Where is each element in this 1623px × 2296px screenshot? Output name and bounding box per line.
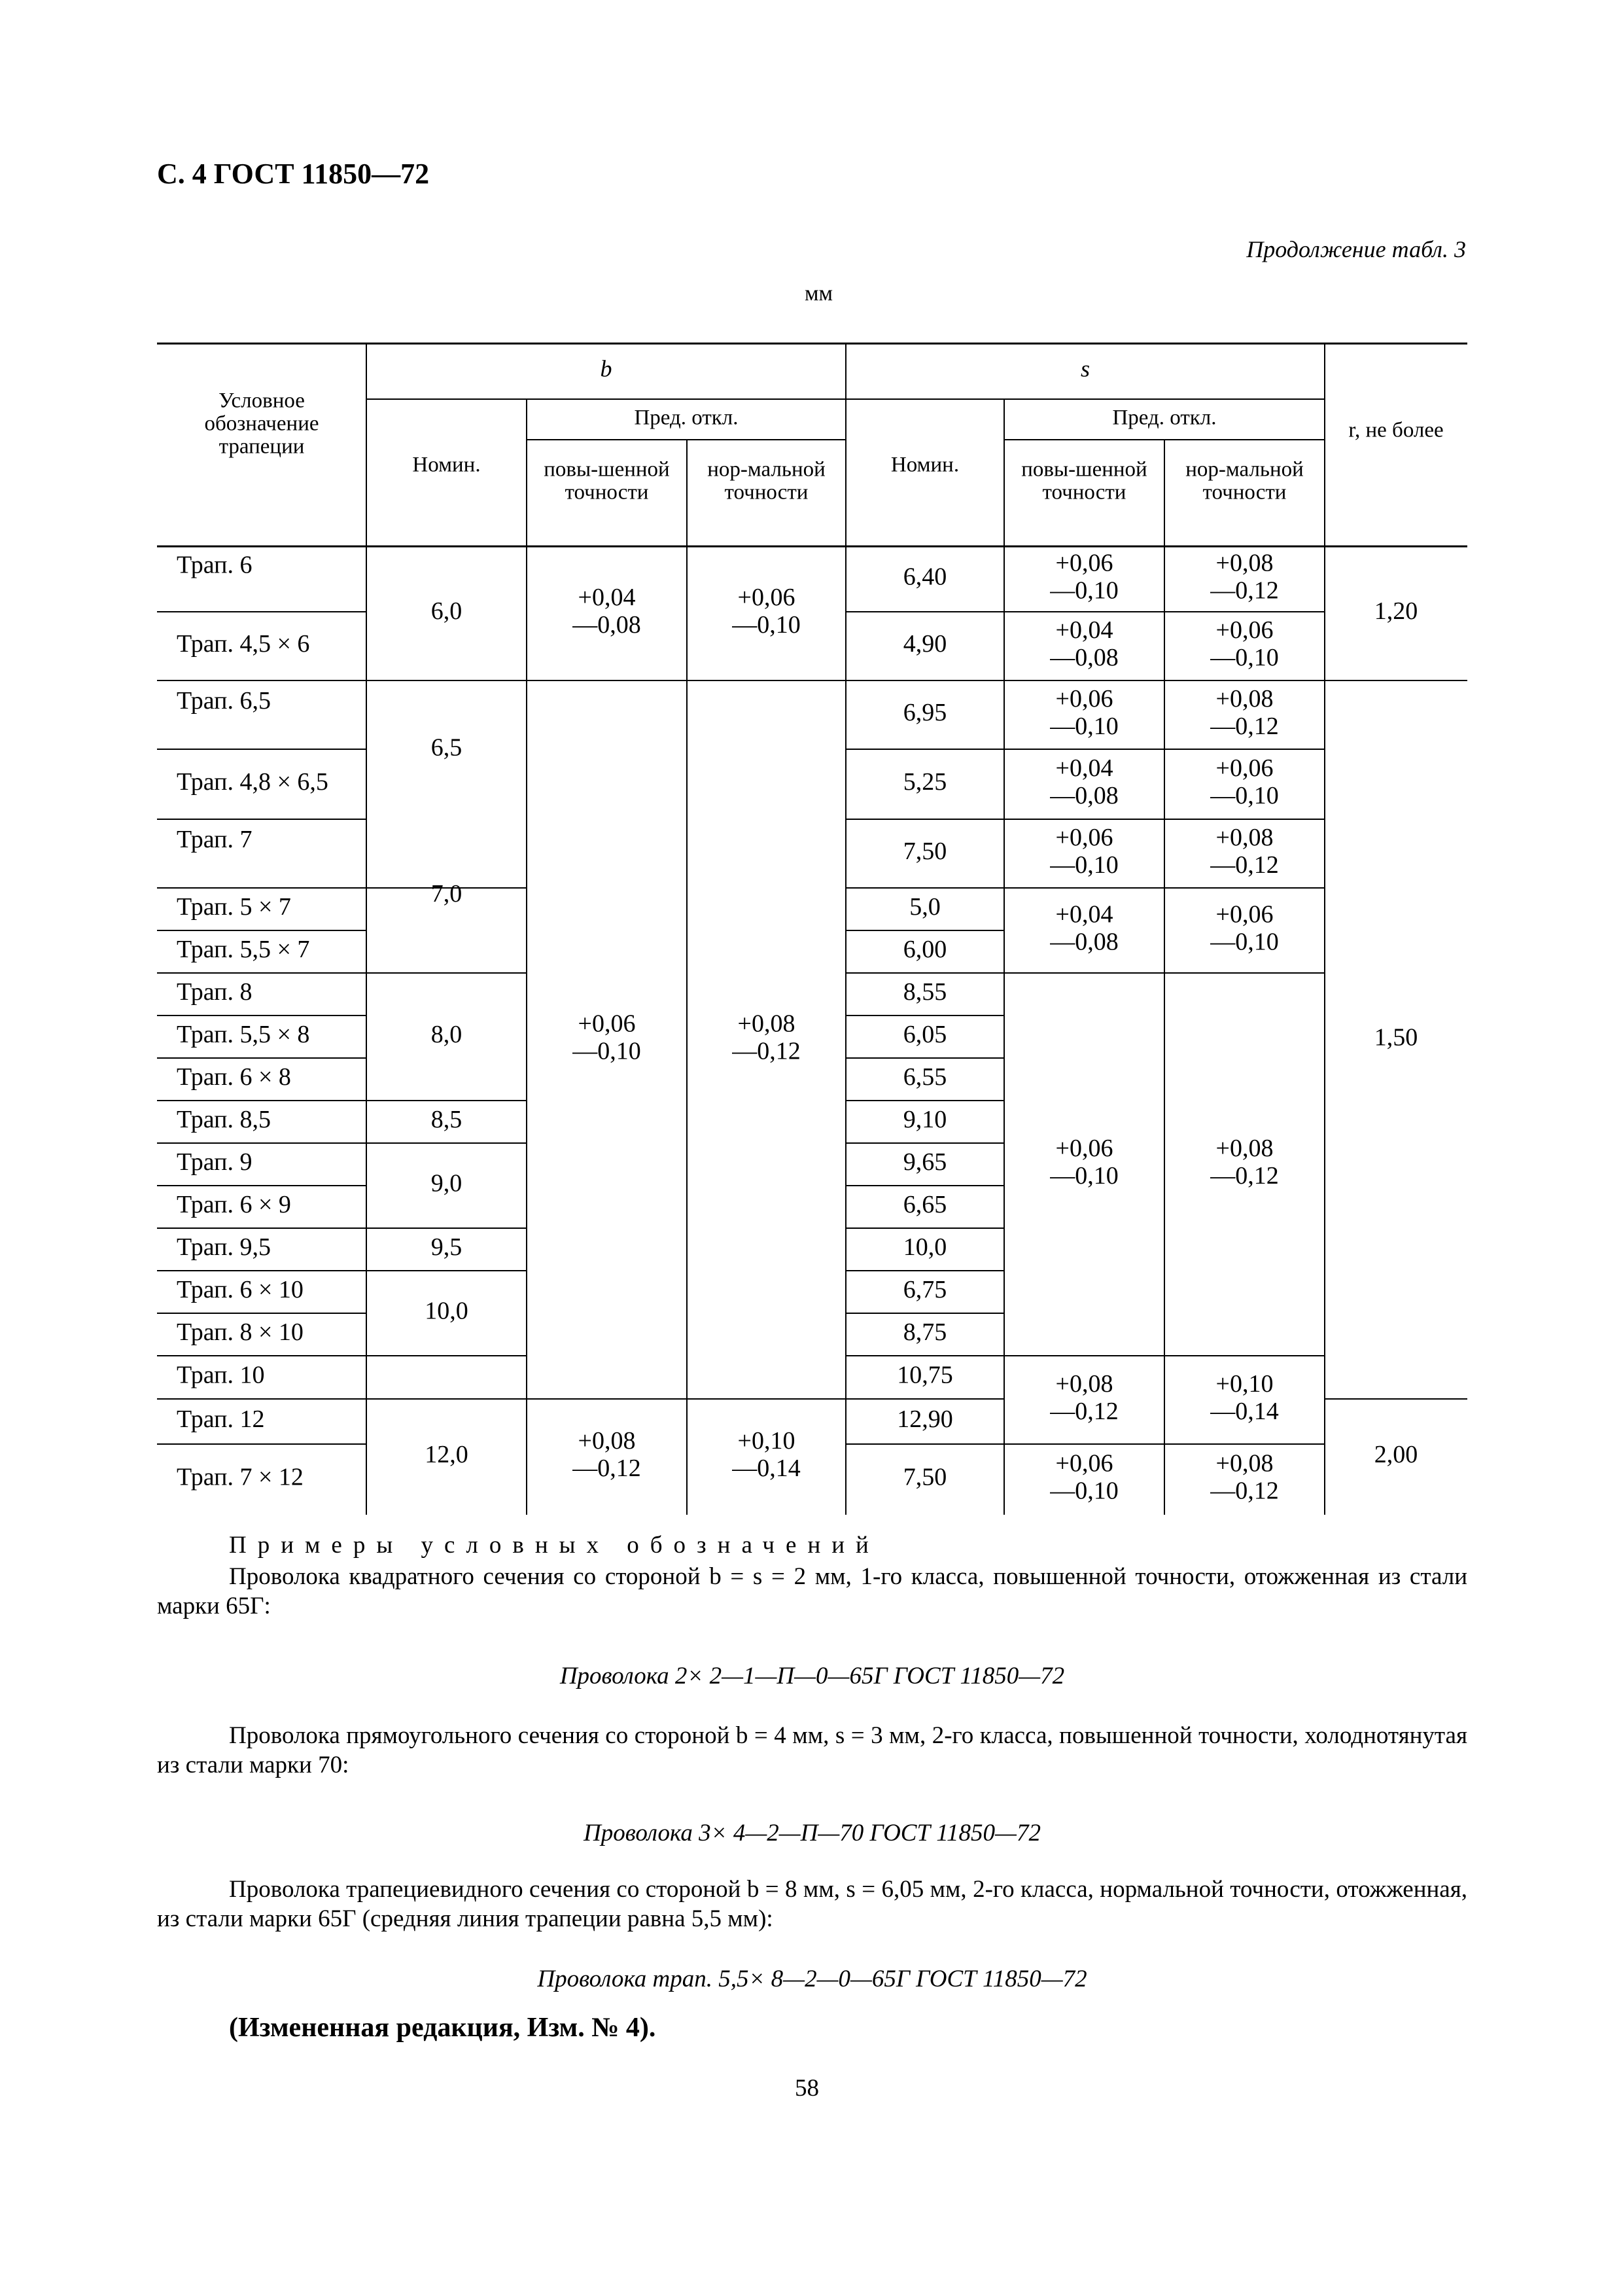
b-increased-deviation: +0,08: [578, 1427, 636, 1455]
row-s-nominal: 6,40: [903, 563, 947, 591]
row-designation: Трап. 10: [177, 1361, 265, 1389]
example-3-designation: Проволока трап. 5,5× 8—2—0—65Г ГОСТ 11850—72: [537, 1966, 1087, 1992]
header-nominal: Номин.: [890, 453, 960, 477]
s-normal-deviation: —0,12: [1210, 1162, 1279, 1190]
s-normal-deviation: —0,12: [1210, 713, 1279, 741]
b-normal-deviation: —0,12: [732, 1037, 801, 1065]
b-increased-deviation: +0,04: [578, 584, 636, 612]
s-increased-deviation: +0,04: [1055, 900, 1113, 928]
header-deviation: Пред. откл.: [1112, 406, 1217, 430]
s-increased-deviation: +0,08: [1055, 1370, 1113, 1398]
b-increased-deviation: +0,06: [578, 1010, 636, 1038]
s-increased-deviation: —0,12: [1050, 1398, 1119, 1426]
row-s-nominal: 12,90: [897, 1405, 953, 1434]
row-s-nominal: 6,65: [903, 1191, 947, 1219]
row-designation: Трап. 5,5 × 8: [177, 1021, 310, 1049]
example-3-text: Проволока трапециевидного сечения со стороной b = 8 мм, s = 6,05 мм, 2-го класса, нормальной точности, отожженная, из стали марки 65Г (средняя линия трапеции равна 5,5 мм):: [157, 1876, 1467, 1932]
row-designation: Трап. 4,5 × 6: [177, 630, 310, 658]
s-normal-deviation: —0,10: [1210, 928, 1279, 956]
units-label: мм: [805, 281, 833, 306]
row-s-nominal: 9,65: [903, 1148, 947, 1176]
table-continuation-label: Продолжение табл. 3: [1246, 236, 1466, 262]
row-s-nominal: 10,0: [903, 1233, 947, 1262]
s-increased-deviation: +0,04: [1055, 754, 1113, 783]
row-s-nominal: 8,55: [903, 978, 947, 1006]
s-normal-deviation: —0,12: [1210, 576, 1279, 605]
s-normal-deviation: —0,12: [1210, 1477, 1279, 1505]
row-designation: Трап. 8,5: [177, 1106, 271, 1134]
row-designation: Трап. 6 × 9: [177, 1191, 291, 1219]
row-designation: Трап. 6 × 10: [177, 1276, 304, 1304]
s-normal-deviation: +0,08: [1215, 1135, 1274, 1163]
example-1-designation: Проволока 2× 2—1—П—0—65Г ГОСТ 11850—72: [559, 1663, 1065, 1689]
example-2-text: Проволока прямоугольного сечения со стороной b = 4 мм, s = 3 мм, 2-го класса, повышенной точности, холоднотянутая из стали марки 70:: [157, 1722, 1467, 1778]
s-normal-deviation: —0,12: [1210, 851, 1279, 879]
s-increased-deviation: —0,10: [1050, 576, 1119, 605]
s-increased-deviation: —0,08: [1050, 782, 1119, 810]
header-designation: трапеции: [218, 434, 305, 459]
row-s-nominal: 6,75: [903, 1276, 947, 1304]
row-designation: Трап. 7 × 12: [177, 1463, 304, 1491]
header-normal: нор-мальной: [1185, 457, 1304, 482]
s-increased-deviation: +0,04: [1055, 616, 1113, 645]
b-nominal: 10,0: [425, 1297, 468, 1325]
b-nominal: 8,5: [430, 1106, 462, 1134]
row-designation: Трап. 6: [177, 551, 253, 579]
b-increased-deviation: —0,12: [572, 1455, 641, 1483]
row-s-nominal: 5,25: [903, 768, 947, 796]
b-nominal: 9,0: [430, 1169, 462, 1197]
row-designation: Трап. 5 × 7: [177, 893, 291, 921]
s-increased-deviation: —0,10: [1050, 713, 1119, 741]
s-normal-deviation: +0,06: [1215, 900, 1274, 928]
s-normal-deviation: +0,08: [1215, 1449, 1274, 1477]
s-normal-deviation: —0,10: [1210, 782, 1279, 810]
s-increased-deviation: +0,06: [1055, 1449, 1113, 1477]
s-normal-deviation: +0,08: [1215, 549, 1274, 577]
r-value: 2,00: [1374, 1441, 1418, 1469]
s-normal-deviation: +0,06: [1215, 616, 1274, 645]
row-s-nominal: 6,95: [903, 699, 947, 727]
row-s-nominal: 8,75: [903, 1318, 947, 1347]
header-increased: точности: [1042, 480, 1126, 504]
b-nominal: 9,5: [430, 1233, 462, 1262]
s-normal-deviation: +0,10: [1215, 1370, 1274, 1398]
s-increased-deviation: +0,06: [1055, 685, 1113, 713]
s-normal-deviation: —0,14: [1210, 1398, 1279, 1426]
row-s-nominal: 9,10: [903, 1106, 947, 1134]
row-designation: Трап. 8: [177, 978, 253, 1006]
b-normal-deviation: +0,06: [737, 584, 795, 612]
s-normal-deviation: —0,10: [1210, 644, 1279, 672]
s-increased-deviation: —0,08: [1050, 928, 1119, 956]
row-s-nominal: 5,0: [909, 893, 941, 921]
header-increased: повы-шенной: [544, 457, 670, 482]
b-nominal: 7,0: [430, 880, 462, 908]
header-s: s: [1080, 355, 1091, 382]
row-designation: Трап. 7: [177, 826, 253, 854]
b-nominal: 12,0: [425, 1441, 468, 1469]
s-normal-deviation: +0,08: [1215, 685, 1274, 713]
row-s-nominal: 6,55: [903, 1063, 947, 1091]
s-increased-deviation: +0,06: [1055, 549, 1113, 577]
header-increased: повы-шенной: [1021, 457, 1147, 482]
row-designation: Трап. 12: [177, 1405, 265, 1434]
row-designation: Трап. 5,5 × 7: [177, 936, 310, 964]
header-designation: Условное: [218, 389, 305, 413]
header-normal: точности: [724, 480, 809, 504]
revision-note: (Измененная редакция, Изм. № 4).: [229, 2013, 656, 2043]
row-s-nominal: 7,50: [903, 1463, 947, 1491]
s-normal-deviation: +0,08: [1215, 824, 1274, 852]
s-increased-deviation: +0,06: [1055, 824, 1113, 852]
header-normal: точности: [1202, 480, 1287, 504]
row-designation: Трап. 9,5: [177, 1233, 271, 1262]
b-increased-deviation: —0,08: [572, 611, 641, 639]
example-2-designation: Проволока 3× 4—2—П—70 ГОСТ 11850—72: [584, 1820, 1041, 1846]
header-r: r, не более: [1348, 418, 1444, 442]
s-increased-deviation: —0,10: [1050, 851, 1119, 879]
b-nominal: 6,5: [430, 733, 462, 762]
b-normal-deviation: —0,10: [732, 611, 801, 639]
b-increased-deviation: —0,10: [572, 1037, 641, 1065]
examples-title: Примеры условных обозначений: [229, 1532, 880, 1559]
row-designation: Трап. 9: [177, 1148, 253, 1176]
row-designation: Трап. 6 × 8: [177, 1063, 291, 1091]
s-normal-deviation: +0,06: [1215, 754, 1274, 783]
dimensions-table: [157, 324, 1467, 1515]
header-deviation: Пред. откл.: [634, 406, 739, 430]
row-s-nominal: 6,05: [903, 1021, 947, 1049]
r-value: 1,50: [1374, 1023, 1418, 1051]
header-nominal: Номин.: [412, 453, 481, 477]
b-normal-deviation: —0,14: [732, 1455, 801, 1483]
b-nominal: 6,0: [430, 597, 462, 626]
row-s-nominal: 7,50: [903, 838, 947, 866]
header-designation: обозначение: [204, 412, 319, 436]
header-increased: точности: [565, 480, 649, 504]
row-designation: Трап. 4,8 × 6,5: [177, 768, 328, 796]
example-1-text: Проволока квадратного сечения со стороной b = s = 2 мм, 1-го класса, повышенной точности, отожженная из стали марки 65Г:: [157, 1563, 1467, 1619]
b-normal-deviation: +0,10: [737, 1427, 795, 1455]
b-normal-deviation: +0,08: [737, 1010, 795, 1038]
row-s-nominal: 4,90: [903, 630, 947, 658]
row-s-nominal: 6,00: [903, 936, 947, 964]
page-number: 58: [795, 2075, 819, 2102]
header-normal: нор-мальной: [707, 457, 826, 482]
header-b: b: [600, 355, 612, 382]
row-designation: Трап. 6,5: [177, 687, 271, 715]
row-s-nominal: 10,75: [897, 1361, 953, 1389]
row-designation: Трап. 8 × 10: [177, 1318, 304, 1347]
s-increased-deviation: —0,10: [1050, 1477, 1119, 1505]
s-increased-deviation: +0,06: [1055, 1135, 1113, 1163]
page-header: С. 4 ГОСТ 11850—72: [157, 158, 430, 190]
s-increased-deviation: —0,08: [1050, 644, 1119, 672]
s-increased-deviation: —0,10: [1050, 1162, 1119, 1190]
r-value: 1,20: [1374, 597, 1418, 626]
b-nominal: 8,0: [430, 1021, 462, 1049]
